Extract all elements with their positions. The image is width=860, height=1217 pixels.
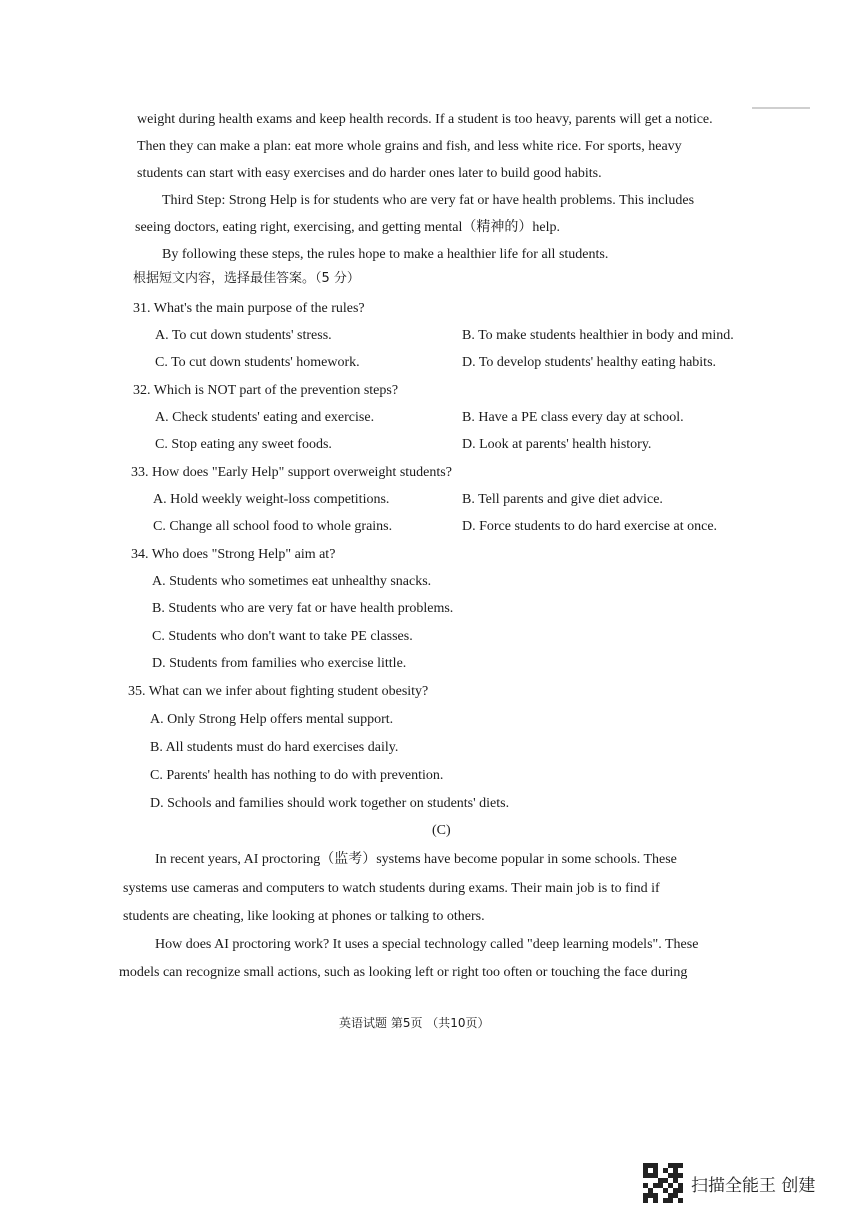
question-34-option-b: B. Students who are very fat or have health problems. <box>152 601 454 616</box>
watermark-text: 扫描全能王 创建 <box>691 1175 816 1196</box>
section-c-heading: (C) <box>432 823 451 838</box>
question-33-option-b: B. Tell parents and give diet advice. <box>462 492 663 507</box>
question-31-option-c: C. To cut down students' homework. <box>155 355 360 370</box>
question-34-option-d: D. Students from families who exercise little. <box>152 656 407 671</box>
page-footer: 英语试题 第5页 （共10页） <box>339 1016 490 1030</box>
question-32-option-b: B. Have a PE class every day at school. <box>462 410 684 425</box>
scan-mark <box>752 107 810 109</box>
question-35-option-a: A. Only Strong Help offers mental support. <box>150 712 394 727</box>
question-32-option-c: C. Stop eating any sweet foods. <box>155 437 332 452</box>
passage-line: Third Step: Strong Help is for students who are very fat or have health problems. This includes <box>162 193 695 208</box>
question-32-stem: 32. Which is NOT part of the prevention steps? <box>133 383 399 398</box>
passage-line: students are cheating, like looking at phones or talking to others. <box>123 909 485 924</box>
question-33-option-d: D. Force students to do hard exercise at once. <box>462 519 718 534</box>
question-34-option-c: C. Students who don't want to take PE classes. <box>152 629 413 644</box>
passage-line: Then they can make a plan: eat more whole grains and fish, and less white rice. For sports, heavy <box>137 139 682 154</box>
passage-line: seeing doctors, eating right, exercising, and getting mental（精神的）help. <box>135 220 560 235</box>
question-35-option-d: D. Schools and families should work together on students' diets. <box>150 796 510 811</box>
passage-line: By following these steps, the rules hope to make a healthier life for all students. <box>162 247 609 262</box>
question-31-stem: 31. What's the main purpose of the rules? <box>133 301 365 316</box>
question-32-option-a: A. Check students' eating and exercise. <box>155 410 375 425</box>
passage-line: How does AI proctoring work? It uses a special technology called "deep learning models". These <box>155 937 699 952</box>
question-32-option-d: D. Look at parents' health history. <box>462 437 652 452</box>
qr-code-icon <box>643 1163 683 1203</box>
passage-line: In recent years, AI proctoring（监考）systems have become popular in some schools. These <box>155 852 677 867</box>
passage-line: models can recognize small actions, such as looking left or right too often or touching the face during <box>119 965 688 980</box>
question-33-option-a: A. Hold weekly weight-loss competitions. <box>153 492 390 507</box>
question-31-option-b: B. To make students healthier in body and mind. <box>462 328 734 343</box>
question-34-option-a: A. Students who sometimes eat unhealthy snacks. <box>152 574 432 589</box>
scanner-watermark <box>643 1163 815 1203</box>
question-31-option-d: D. To develop students' healthy eating habits. <box>462 355 717 370</box>
question-35-stem: 35. What can we infer about fighting student obesity? <box>128 684 429 699</box>
passage-line: students can start with easy exercises and do harder ones later to build good habits. <box>137 166 602 181</box>
instruction: 根据短文内容，选择最佳答案。（5 分） <box>133 271 360 286</box>
question-34-stem: 34. Who does "Strong Help" aim at? <box>131 547 336 562</box>
question-33-stem: 33. How does "Early Help" support overweight students? <box>131 465 452 480</box>
passage-line: weight during health exams and keep health records. If a student is too heavy, parents will get a notice. <box>137 112 713 127</box>
passage-line: systems use cameras and computers to watch students during exams. Their main job is to find if <box>123 881 660 896</box>
question-35-option-c: C. Parents' health has nothing to do with prevention. <box>150 768 444 783</box>
question-31-option-a: A. To cut down students' stress. <box>155 328 332 343</box>
question-33-option-c: C. Change all school food to whole grains. <box>153 519 393 534</box>
question-35-option-b: B. All students must do hard exercises daily. <box>150 740 399 755</box>
